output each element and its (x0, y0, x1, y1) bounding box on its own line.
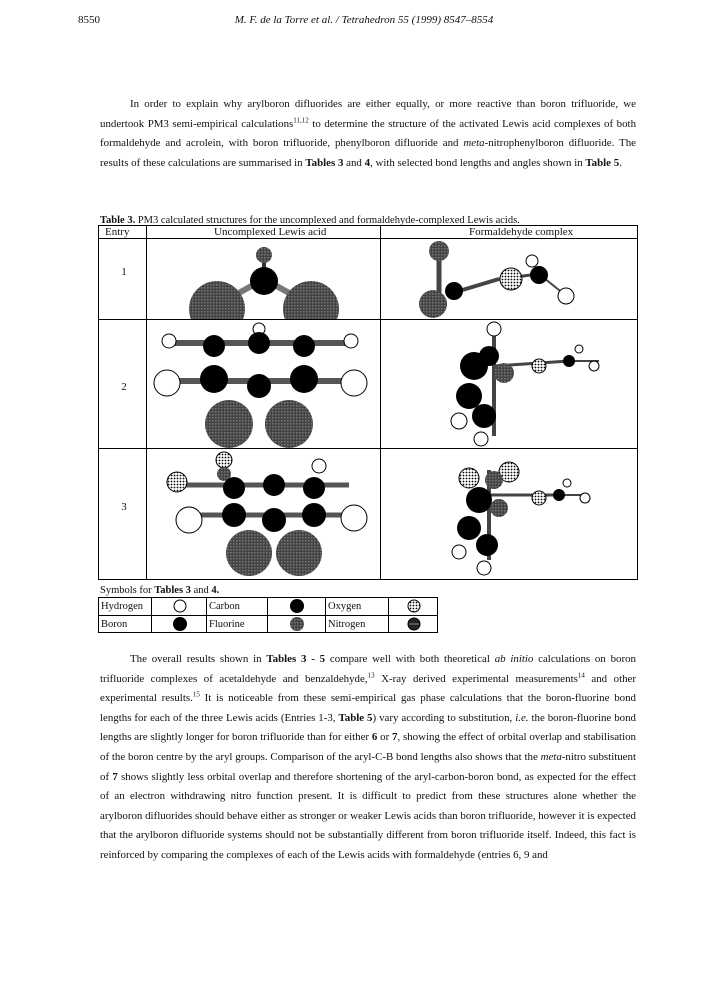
boron-icon (152, 616, 207, 633)
entry-number: 1 (121, 266, 127, 278)
hydrogen-icon (152, 598, 207, 615)
bf3-molecule (159, 239, 369, 319)
results-paragraph: The overall results shown in Tables 3 - 5 compare well with both theoretical ab initio calculations on boron trifluoride complexes of acetaldehyde and benzaldehyde,$^{13}$ X-ray derived experimental measurements$^{14}$ and other experimental results.$^{15}$ It is noticeable from these semi-empirical gas phase calculations that the boron-fluorine bond lengths for each of the three Lewis acids (Entries 1-3, Table 5) vary according to substitution, i.e. the boron-fluorine bond lengths are slightly longer for boron trifluoride than for either 6 or 7, showing the effect of orbital overlap and stabilisation of the boron centre by the aryl groups. Comparison of the aryl-C-B bond lengths also shows that the meta-nitro substituent of 7 shows slightly less orbital overlap and therefore shortening of the aryl-carbon-boron bond, as expected for the effect of an electron withdrawing nitro function present. It is difficult to predict from these structures alone whether the arylboron difluorides should behave either as stronger or weaker Lewis acids than boron trifluoride, however it is expected that the arylboron difluoride systems should not be substantially different from boron trifluoride itself. Indeed, this fact is reinforced by comparing the complexes of each of the Lewis acids with formaldehyde (entries 6, 9 and (100, 653, 637, 861)
phenylbf2-formaldehyde-complex (399, 321, 629, 448)
col-complex-header: Formaldehyde complex (469, 226, 574, 238)
bf3-formaldehyde-complex (399, 239, 629, 319)
phenylbf2-molecule (149, 321, 374, 448)
legend-label: Nitrogen (326, 616, 389, 633)
running-head: M. F. de la Torre et al. / Tetrahedron 55 (1999) 8547–8554 (234, 14, 494, 26)
table3-header-row (99, 226, 637, 239)
legend-label: Boron (99, 616, 152, 633)
table3-caption: Table 3. PM3 calculated structures for the uncomplexed and formaldehyde-complexed Lewis acids. (100, 215, 520, 226)
legend-label: Oxygen (326, 598, 389, 615)
legend-label: Carbon (207, 598, 268, 615)
symbols-legend (98, 597, 438, 633)
fluorine-icon (268, 616, 326, 633)
carbon-icon (268, 598, 326, 615)
intro-paragraph: In order to explain why arylboron difluorides are either equally, or more reactive than boron trifluoride, we undertook PM3 semi-empirical calculations$^{11,12}$ to determine the structure of the activated Lewis acid complexes of both formaldehyde and acrolein, with boron trifluoride, phenylboron difluoride and meta-nitrophenylboron difluoride. The results of these calculations are summarised in Tables 3 and 4, with selected bond lengths and angles shown in Table 5. (100, 98, 637, 169)
oxygen-icon (389, 598, 438, 615)
nitrogen-icon (389, 616, 438, 633)
symbols-caption: Symbols for Tables 3 and 4. (100, 585, 220, 596)
legend-label: Fluorine (207, 616, 268, 633)
entry-number: 3 (121, 501, 127, 513)
m-nitrophenylbf2-formaldehyde-complex (399, 450, 629, 577)
legend-label: Hydrogen (99, 598, 152, 615)
m-nitrophenylbf2-molecule (149, 450, 374, 577)
page-header (78, 14, 650, 30)
page-number: 8550 (78, 14, 100, 26)
col-entry-header: Entry (105, 226, 130, 238)
entry-number: 2 (121, 381, 127, 393)
table3 (98, 225, 638, 580)
col-uncomplexed-header: Uncomplexed Lewis acid (214, 226, 327, 238)
